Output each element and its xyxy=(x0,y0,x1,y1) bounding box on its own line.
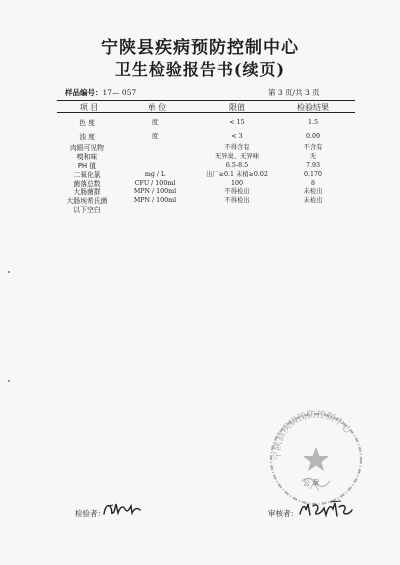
row-unit: MPN / 100ml xyxy=(133,197,177,205)
row-limit: 不得含有 xyxy=(224,144,250,151)
row-result: 0.09 xyxy=(305,133,321,140)
reviewer-signature xyxy=(297,498,355,520)
row-item: 浊 度 xyxy=(79,133,95,141)
row-result: 无 xyxy=(309,152,317,160)
row-item: PH 值 xyxy=(77,161,97,170)
col-header-item: 项 目 xyxy=(79,103,99,112)
table-row xyxy=(0,197,400,206)
row-item: 菌落总数 xyxy=(73,179,101,188)
row-unit: 度 xyxy=(151,133,159,140)
inspector-label: 检验者： xyxy=(75,509,105,518)
table-row xyxy=(0,131,400,144)
row-item: 二氧化氯 xyxy=(73,170,101,179)
row-limit: 无异臭、无异味 xyxy=(214,152,260,160)
reviewer-label: 审核者： xyxy=(268,509,298,518)
row-unit: MPN / 100ml xyxy=(133,188,177,196)
row-item: 大肠埃希氏菌 xyxy=(66,197,108,206)
row-unit: CFU / 100ml xyxy=(134,179,176,187)
row-item: 嗅和味 xyxy=(76,152,98,161)
row-item: 大肠菌群 xyxy=(73,188,101,197)
sample-number xyxy=(65,87,136,98)
row-unit: mg / L xyxy=(144,170,166,178)
scan-speck xyxy=(8,380,10,382)
official-seal xyxy=(262,405,370,513)
sample-number-value: 17— 057 xyxy=(102,88,137,97)
table-row xyxy=(0,144,400,153)
seal-label: 公 章 xyxy=(303,479,320,487)
inspector-signature xyxy=(101,500,143,518)
row-result: 8 xyxy=(310,179,315,187)
row-result: 未检出 xyxy=(303,188,323,196)
svg-text:宁陕县疾病预防控制中心: 宁陕县疾病预防控制中心 xyxy=(272,409,353,461)
table-row xyxy=(0,162,400,171)
table-header-rule xyxy=(57,112,355,113)
sample-number-label: 样品编号： xyxy=(65,88,103,97)
row-result: 未检出 xyxy=(303,197,323,205)
table-row xyxy=(0,180,400,189)
table-row xyxy=(0,117,400,131)
row-limit: < 15 xyxy=(229,119,245,126)
scan-speck xyxy=(8,271,10,273)
row-limit: 出厂≥0.1 末梢≥0.02 xyxy=(206,170,268,178)
table-row xyxy=(0,206,400,215)
results-table xyxy=(0,117,400,215)
row-limit: 不得检出 xyxy=(224,197,250,205)
report-title-org: 宁陕县疾病预防控制中心 xyxy=(101,38,299,58)
row-item: 肉眼可见物 xyxy=(70,144,104,152)
report-title-doc: 卫生检验报告书(续页) xyxy=(114,60,286,79)
row-result: 不含有 xyxy=(303,144,323,151)
table-row xyxy=(0,188,400,197)
col-header-limit: 限值 xyxy=(229,103,245,112)
row-limit: 不得检出 xyxy=(224,188,250,196)
row-item: 色 度 xyxy=(79,119,95,127)
page-info: 第 3 页/共 3 页 xyxy=(268,88,320,97)
col-header-result: 检验结果 xyxy=(297,103,329,112)
row-unit: 度 xyxy=(151,119,159,126)
row-result: 7.93 xyxy=(305,161,321,169)
row-result: 0.170 xyxy=(303,170,323,178)
table-row xyxy=(0,153,400,162)
row-limit: 6.5-8.5 xyxy=(225,161,249,169)
row-item: 以下空白 xyxy=(73,206,101,215)
row-limit: 100 xyxy=(230,179,244,187)
table-top-rule xyxy=(57,100,355,101)
col-header-unit: 单 位 xyxy=(147,103,167,112)
row-limit: < 3 xyxy=(231,133,243,140)
table-row xyxy=(0,171,400,180)
row-result: 1.5 xyxy=(307,119,318,126)
